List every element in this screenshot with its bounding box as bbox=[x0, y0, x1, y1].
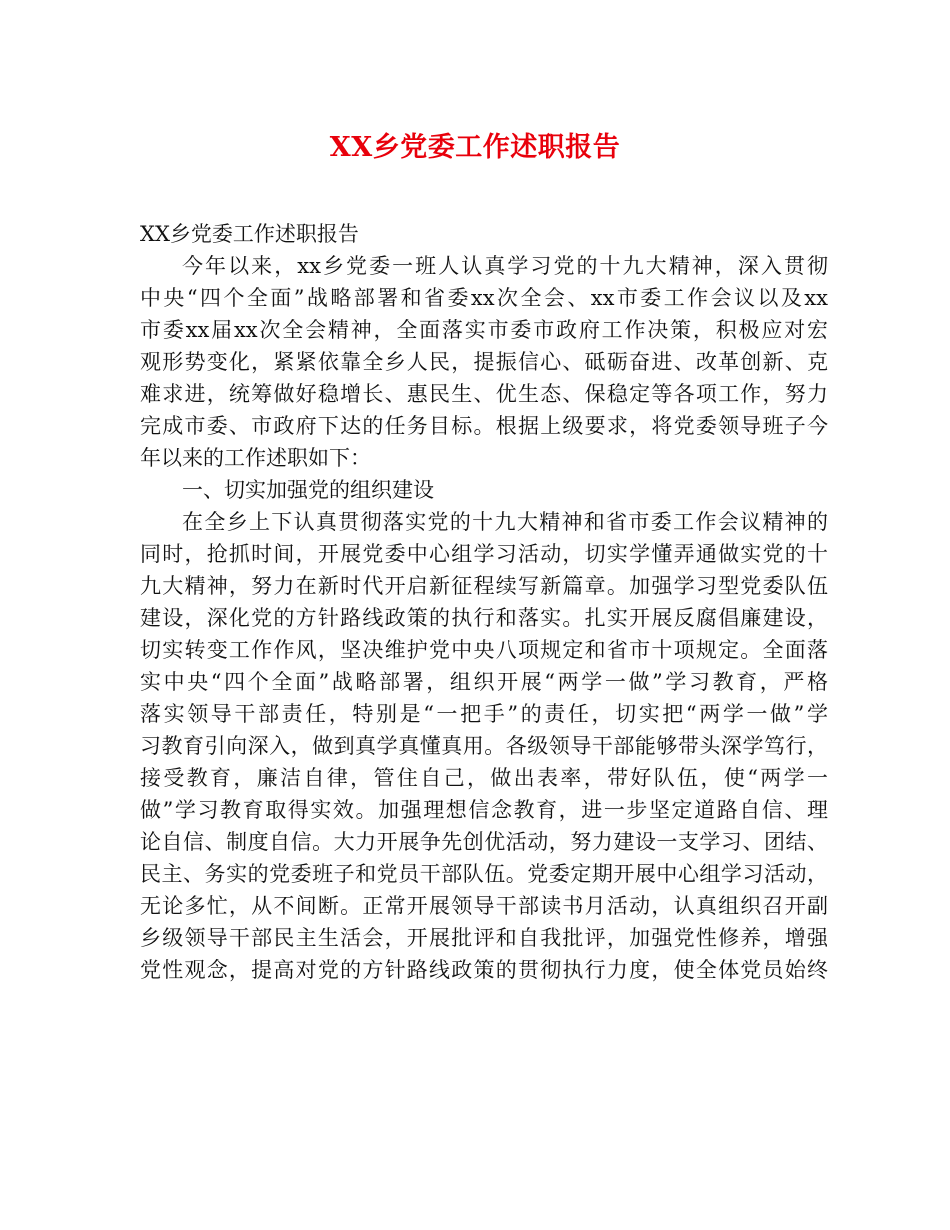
paragraph-line: 落实领导干部责任，特别是“一把手”的责任，切实把“两学一做”学 bbox=[140, 702, 828, 726]
paragraph-line: 切实转变工作作风，坚决维护党中央八项规定和省市十项规定。全面落 bbox=[140, 638, 828, 662]
paragraph-line: 九大精神，努力在新时代开启新征程续写新篇章。加强学习型党委队伍 bbox=[140, 574, 828, 598]
paragraph-line: 在全乡上下认真贯彻落实党的十九大精神和省市委工作会议精神的 bbox=[182, 510, 828, 534]
paragraph-line: 做”学习教育取得实效。加强理想信念教育，进一步坚定道路自信、理 bbox=[140, 798, 828, 822]
paragraph-line: 今年以来，xx乡党委一班人认真学习党的十九大精神，深入贯彻 bbox=[182, 254, 828, 278]
section-heading bbox=[140, 474, 828, 506]
paragraph-line: 党性观念，提高对党的方针路线政策的贯彻执行力度，使全体党员始终 bbox=[140, 958, 828, 982]
paragraph-line: 难求进，统筹做好稳增长、惠民生、优生态、保稳定等各项工作，努力 bbox=[140, 382, 828, 406]
paragraph-line: 接受教育，廉洁自律，管住自己，做出表率，带好队伍，使“两学一 bbox=[140, 766, 828, 790]
document-subtitle: XX乡党委工作述职报告 bbox=[140, 222, 359, 246]
section-heading-text: 一、切实加强党的组织建设 bbox=[182, 478, 434, 502]
document-body bbox=[140, 218, 828, 986]
paragraph-line: 无论多忙，从不间断。正常开展领导干部读书月活动，认真组织召开副 bbox=[140, 894, 828, 918]
paragraph-line: 民主、务实的党委班子和党员干部队伍。党委定期开展中心组学习活动， bbox=[140, 862, 828, 886]
document-title: XX乡党委工作述职报告 bbox=[329, 132, 621, 163]
paragraph-line: 完成市委、市政府下达的任务目标。根据上级要求，将党委领导班子今 bbox=[140, 414, 828, 438]
paragraph-intro bbox=[140, 250, 828, 474]
paragraph-organization bbox=[140, 506, 828, 986]
paragraph-line: 同时，抢抓时间，开展党委中心组学习活动，切实学懂弄通做实党的十 bbox=[140, 542, 828, 566]
paragraph-line: 市委xx届xx次全会精神，全面落实市委市政府工作决策，积极应对宏 bbox=[140, 318, 828, 342]
paragraph-line: 论自信、制度自信。大力开展争先创优活动，努力建设一支学习、团结、 bbox=[140, 830, 828, 854]
paragraph-line: 年以来的工作述职如下： bbox=[140, 446, 371, 470]
paragraph-line: 实中央“四个全面”战略部署，组织开展“两学一做”学习教育，严格 bbox=[140, 670, 828, 694]
paragraph-line: 观形势变化，紧紧依靠全乡人民，提振信心、砥砺奋进、改革创新、克 bbox=[140, 350, 828, 374]
paragraph-line: 建设，深化党的方针路线政策的执行和落实。扎实开展反腐倡廉建设， bbox=[140, 606, 828, 630]
paragraph-line: 中央“四个全面”战略部署和省委xx次全会、xx市委工作会议以及xx bbox=[140, 286, 828, 310]
paragraph-line: 乡级领导干部民主生活会，开展批评和自我批评，加强党性修养，增强 bbox=[140, 926, 828, 950]
paragraph-line: 习教育引向深入，做到真学真懂真用。各级领导干部能够带头深学笃行， bbox=[140, 734, 828, 758]
